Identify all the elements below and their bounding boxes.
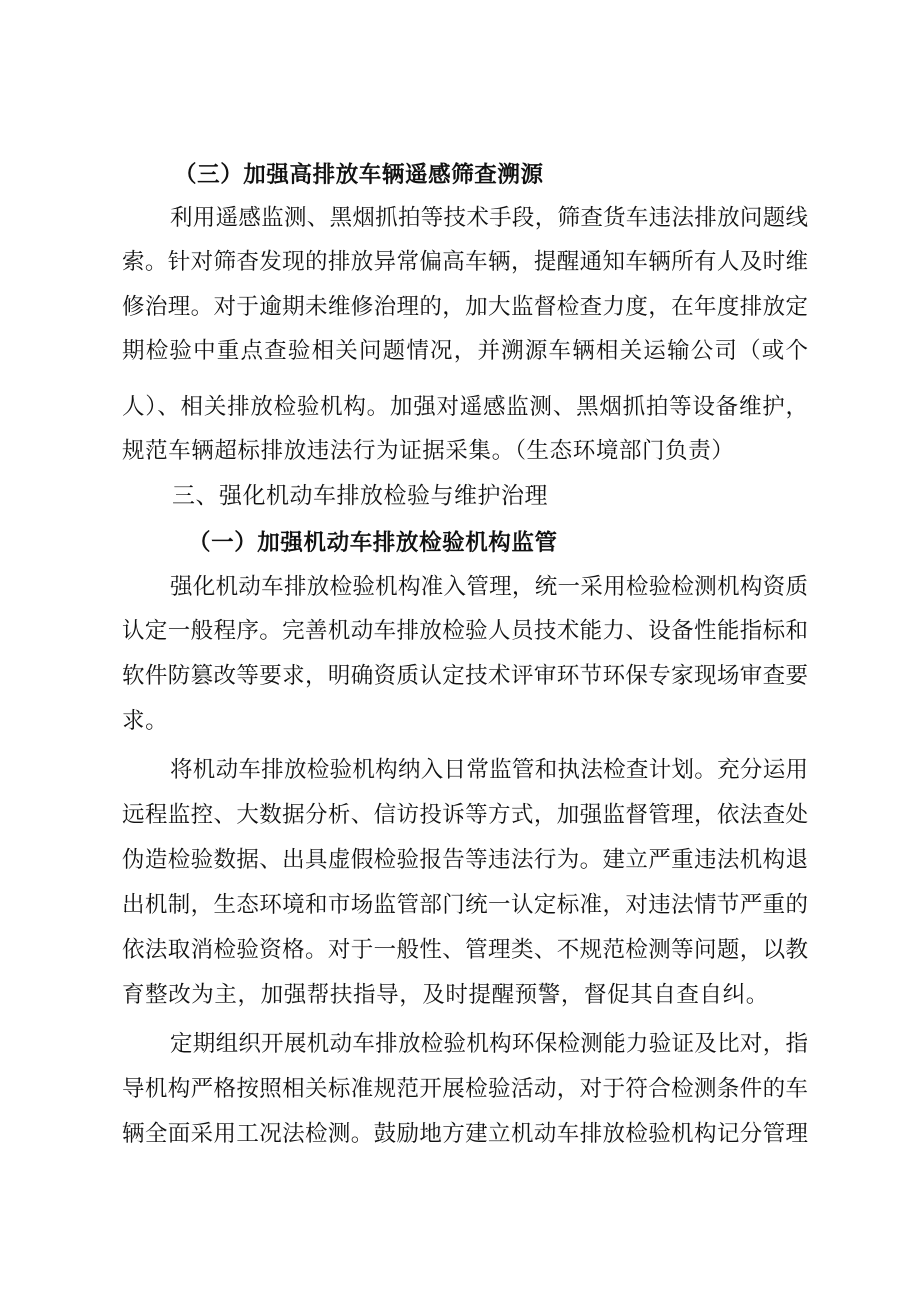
paragraph-line: 强化机动车排放检验机构准入管理，统一采用检验检测机构资质 (170, 574, 808, 600)
paragraph-line: 认定一般程序。完善机动车排放检验人员技术能力、设备性能指标和 (122, 618, 808, 644)
paragraph-line: 远程监控、大数据分析、信访投诉等方式，加强监督管理，依法查处 (122, 802, 808, 828)
paragraph-line: 修治理。对于逾期未维修治理的，加大监督检查力度，在年度排放定 (122, 294, 808, 320)
paragraph-line: 将机动车排放检验机构纳入日常监管和执法检查计划。充分运用 (170, 757, 808, 783)
paragraph-line: 求。 (122, 708, 169, 734)
subsection-heading-1: （一）加强机动车排放检验机构监管 (188, 530, 558, 556)
paragraph-line: 定期组织开展机动车排放检验机构环保检测能力验证及比对，指 (170, 1031, 808, 1057)
paragraph-line: 育整改为主，加强帮扶指导，及时提醒预警，督促其自查自纠。 (122, 982, 769, 1008)
paragraph-line: 辆全面采用工况法检测。鼓励地方建立机动车排放检验机构记分管理 (122, 1121, 808, 1147)
paragraph-line: 软件防篡改等要求，明确资质认定技术评审环节环保专家现场审查要 (122, 663, 808, 689)
paragraph-line: 导机构严格按照相关标准规范开展检验活动，对于符合检测条件的车 (122, 1076, 808, 1102)
paragraph-line: 人）、相关排放检验机构。加强对遥感监测、黑烟抓拍等设备维护， (122, 394, 808, 420)
paragraph-line: 规范车辆超标排放违法行为证据采集。（生态环境部门负责） (122, 438, 735, 464)
paragraph-line: 索。针对筛杳发现的排放异常偏高车辆，提醒通知车辆所有人及时维 (122, 249, 808, 275)
paragraph-line: 出机制，生态环境和市场监管部门统一认定标准，对违法情节严重的 (122, 892, 808, 918)
paragraph-line: 依法取消检验资格。对于一般性、管理类、不规范检测等问题，以教 (122, 937, 808, 963)
paragraph-line: 伪造检验数据、出具虚假检验报告等违法行为。建立严重违法机构退 (122, 847, 808, 873)
paragraph-line: 利用遥感监测、黑烟抓拍等技术手段，筛查货车违法排放问题线 (170, 205, 808, 231)
section-heading: 三、强化机动车排放检验与维护治理 (172, 483, 548, 509)
paragraph-line: 期检验中重点查验相关问题情况，并溯源车辆相关运输公司（或个 (122, 338, 808, 364)
subsection-heading-3: （三）加强高排放车辆遥感筛查溯源 (174, 162, 544, 188)
